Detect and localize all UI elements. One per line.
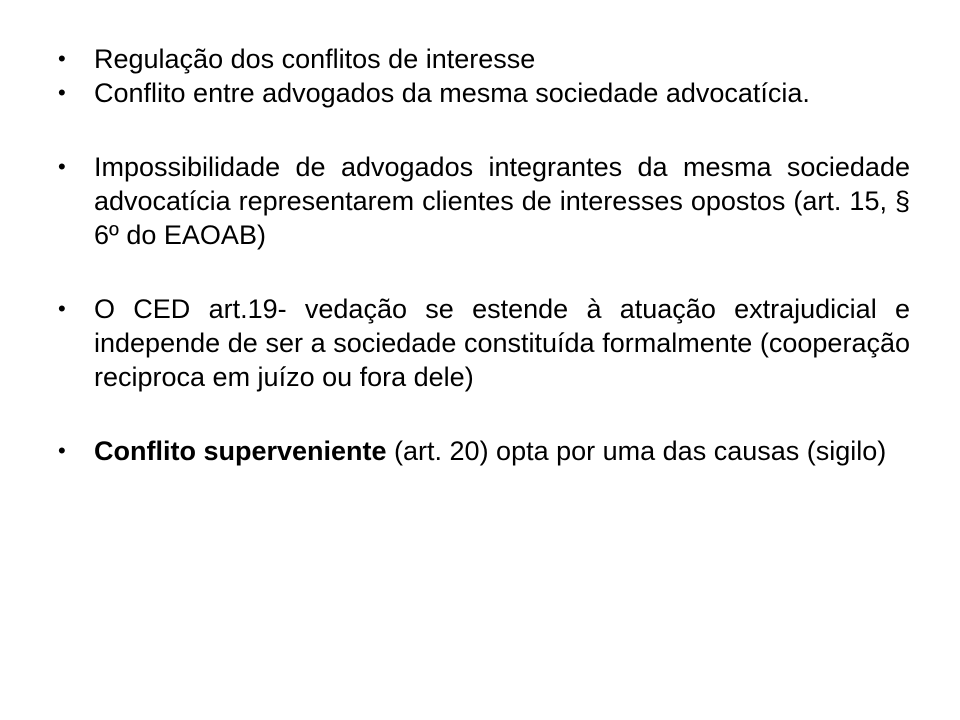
bullet-dot-icon: • — [58, 46, 66, 71]
bullet-text: Impossibilidade de advogados integrantes da mesma sociedade advocatícia representarem clientes de interesses opostos (art. 15, § 6º do EAOAB) — [94, 152, 910, 250]
bullet-item-ced-art19 — [58, 292, 910, 394]
bullet-text: O CED art.19- vedação se estende à atuação extrajudicial e independe de ser a sociedade constituída formalmente (cooperação reciproca em juízo ou fora dele) — [94, 294, 910, 392]
bullet-text: Regulação dos conflitos de interesse — [94, 44, 536, 74]
bullet-dot-icon: • — [58, 296, 66, 321]
bullet-item-conflict-same-firm — [58, 76, 910, 110]
bullet-dot-icon: • — [58, 80, 66, 105]
bullet-item-impossibility — [58, 150, 910, 252]
bullet-item-supervening-conflict — [58, 434, 910, 468]
bullet-bold-term: Conflito superveniente — [94, 436, 387, 466]
bullet-text-rest: (art. 20) opta por uma das causas (sigilo) — [386, 436, 887, 466]
bullet-item-conflict-regulation — [58, 42, 910, 76]
bullet-text-supervening — [94, 434, 910, 468]
bullet-dot-icon: • — [58, 154, 66, 179]
bullet-dot-icon: • — [58, 438, 66, 463]
bullet-list — [58, 42, 910, 468]
bullet-text: Conflito entre advogados da mesma sociedade advocatícia. — [94, 78, 810, 108]
